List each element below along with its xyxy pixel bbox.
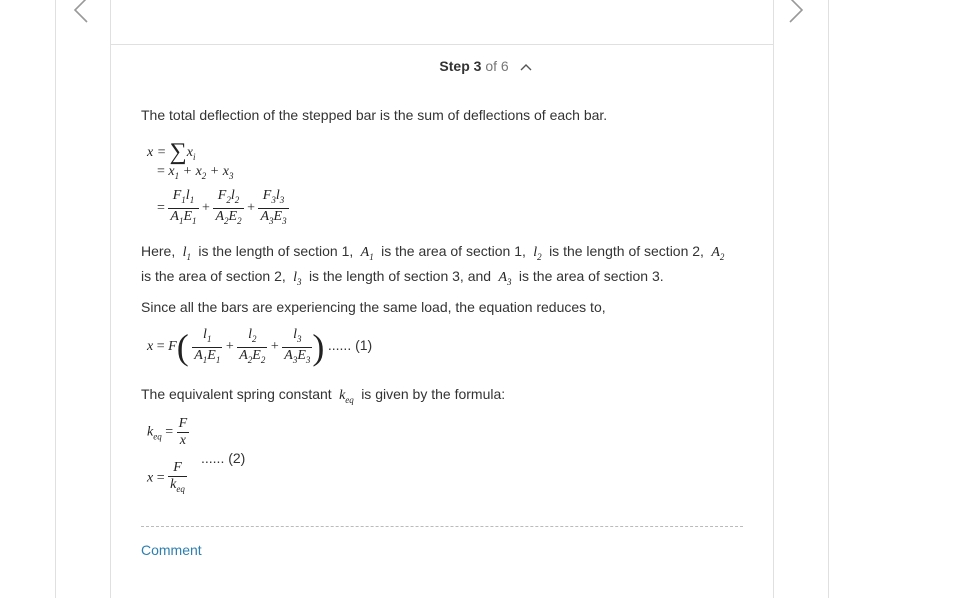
comment-link[interactable]: Comment (141, 542, 202, 558)
equation-ref-1: ...... (1) (327, 337, 373, 354)
card-divider (110, 44, 774, 45)
paragraph-total-deflection: The total deflection of the stepped bar is the sum of deflections of each bar. (141, 107, 608, 123)
paragraph-same-load: Since all the bars are experiencing the same load, the equation reduces to, (141, 299, 606, 315)
chevron-up-icon[interactable] (519, 59, 533, 75)
chevron-right-icon[interactable] (784, 0, 808, 26)
step-label: Step (439, 58, 470, 74)
chevron-left-icon[interactable] (69, 0, 93, 26)
step-total: of 6 (485, 58, 509, 74)
paragraph-spring-constant: The equivalent spring constant $k_{eq}$ is given by the formula: (141, 386, 506, 405)
paragraph-definitions-line2: is the area of section 2, $l_3$ is the length of section 3, and $A_3$ is the area of section 3. (141, 268, 664, 287)
step-header (0, 58, 972, 75)
step-current: 3 (473, 58, 482, 74)
paragraph-definitions-line1: Here, $l_1$ is the length of section 1, $A_1$ is the area of section 1, $l_2$ is the length of section 2, $A_2$ (141, 243, 725, 262)
equation-ref-2: ...... (2) (201, 450, 246, 466)
section-divider (141, 526, 743, 527)
